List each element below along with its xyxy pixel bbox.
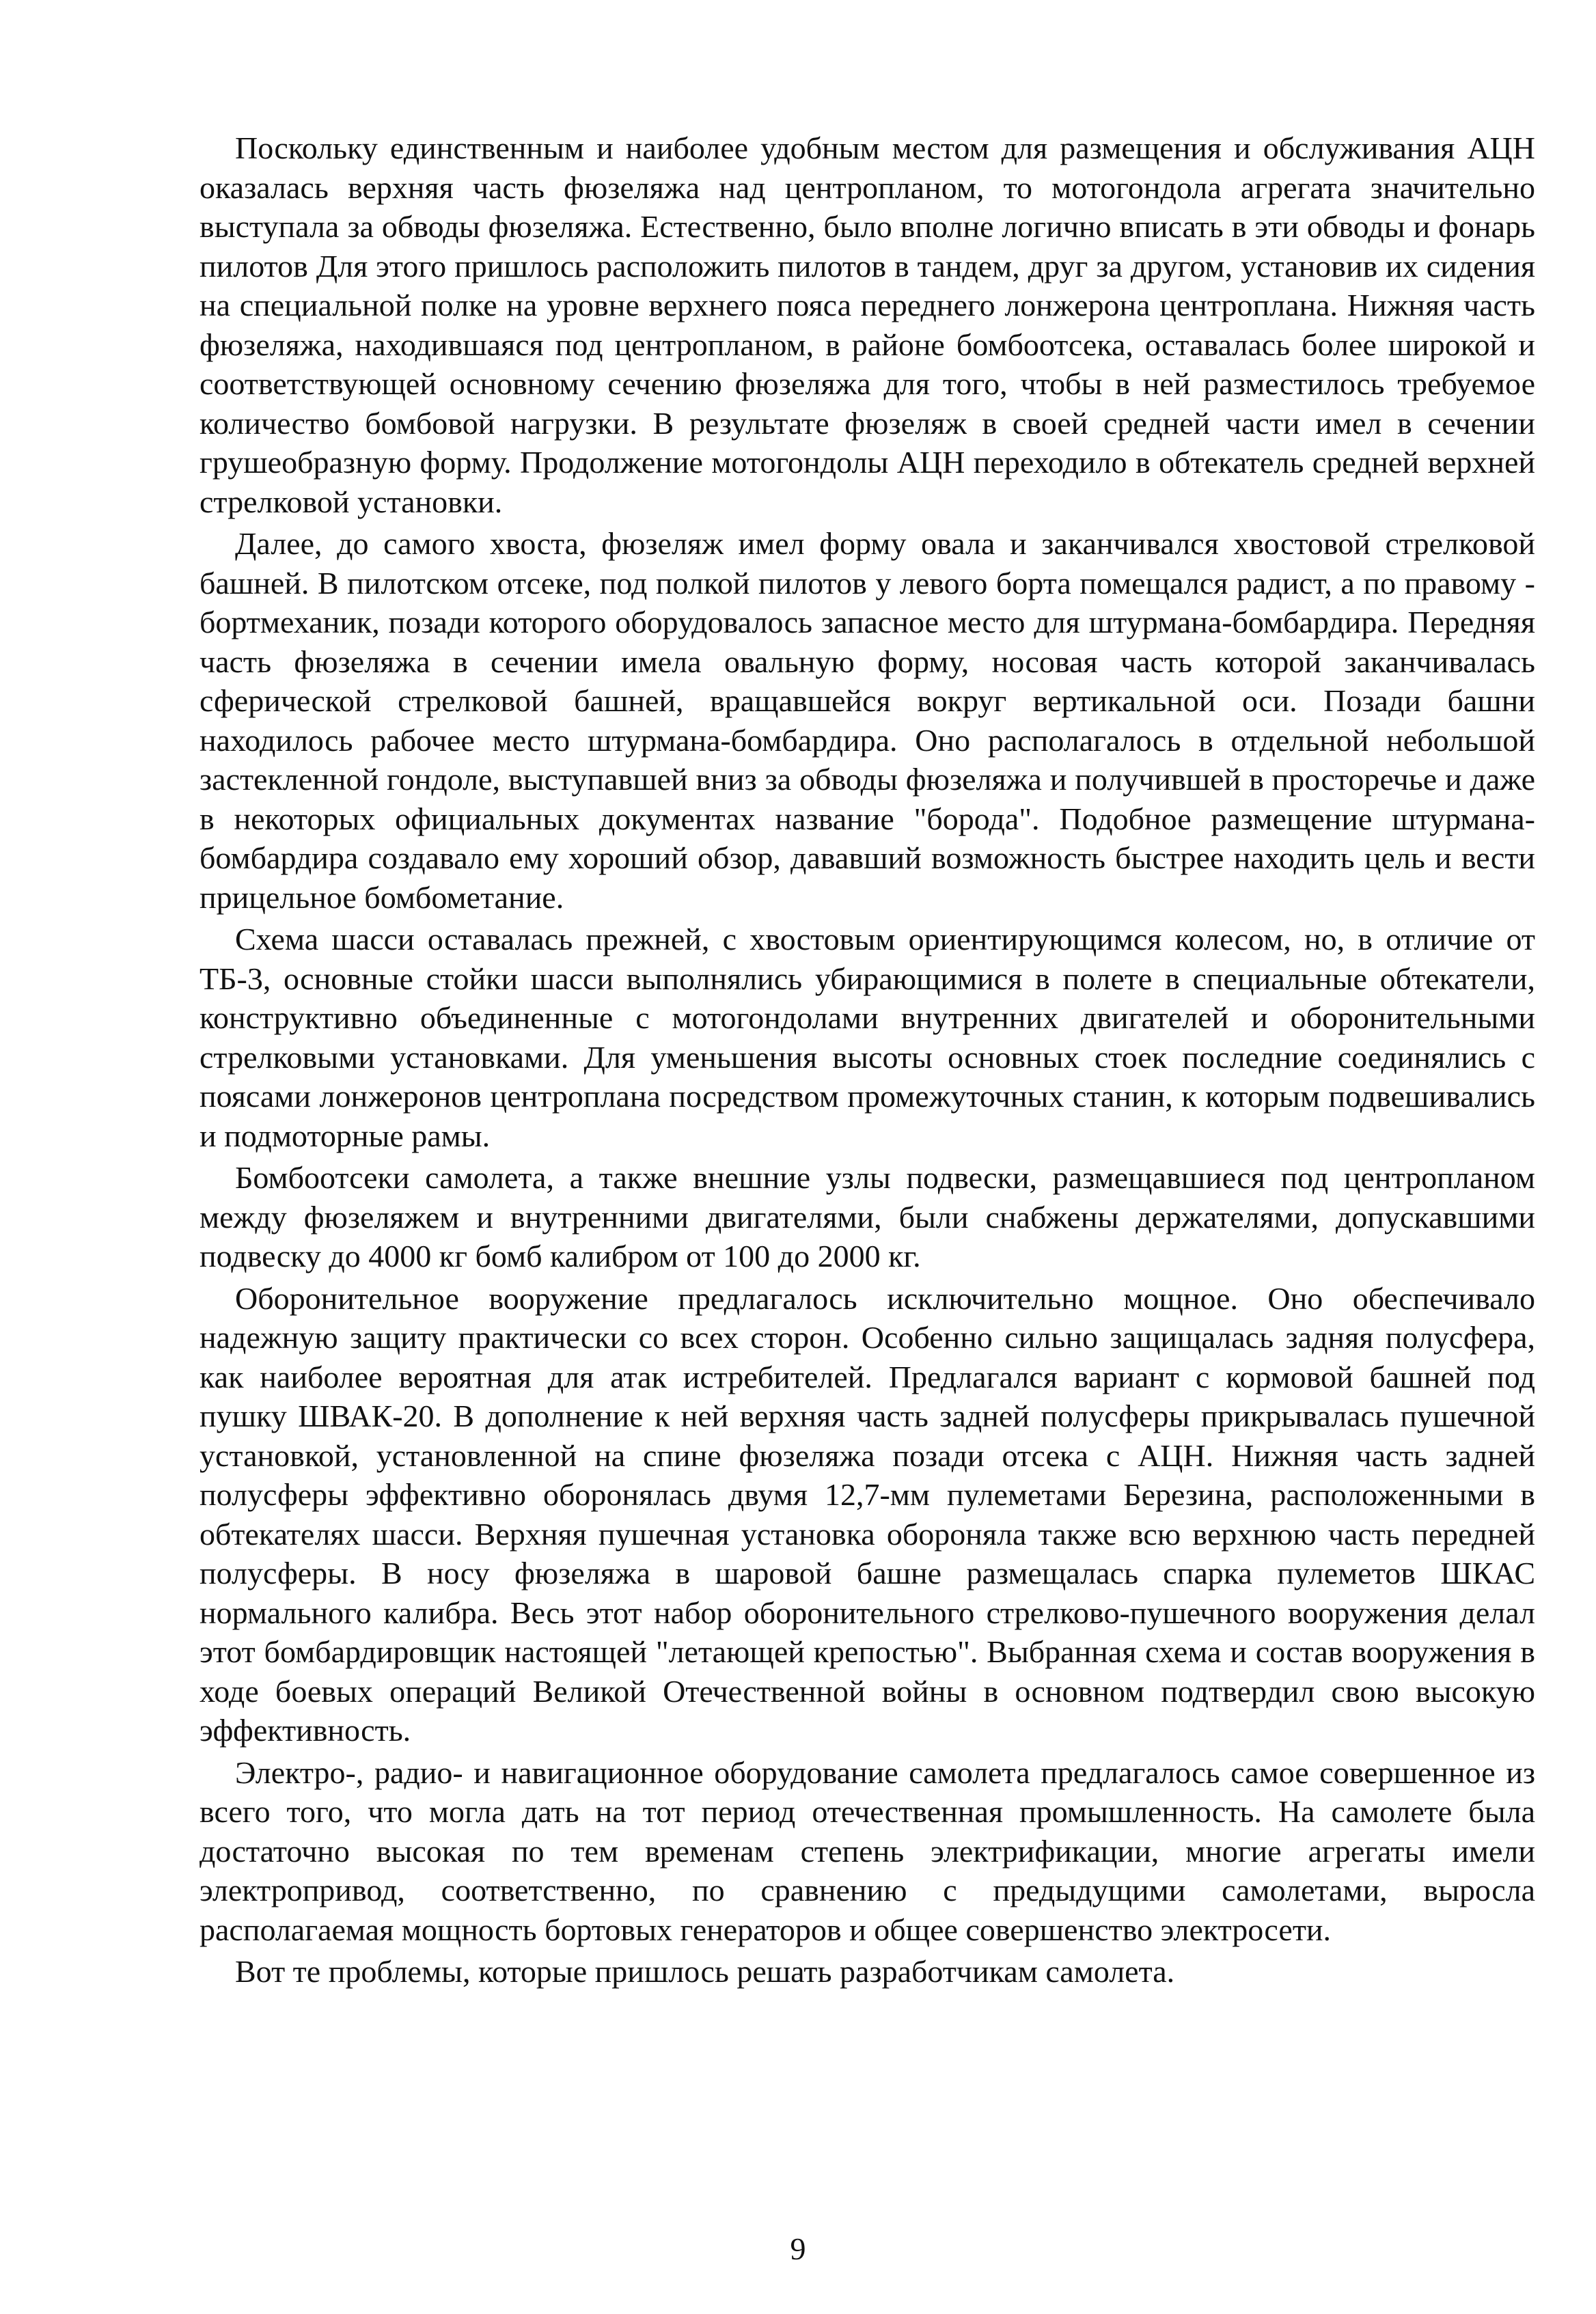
paragraph-3: Схема шасси оставалась прежней, с хвостовым ориентирующимся колесом, но, в отличие от ТБ-3, основные стойки шасси выполнялись убирающимися в полете в специальные обтекатели, конструктивно объединенные с мотогондолами внутренних двигателей и оборонительными стрелковыми установками. Для уменьшения высоты основных стоек последние соединялись с поясами лонжеронов центроплана посредством промежуточных станин, к которым подвешивались и подмоторные рамы.	[200, 922, 1535, 1153]
paragraph-6: Электро-, радио- и навигационное оборудование самолета предлагалось самое совершенное из всего того, что могла дать на тот период отечественная промышленность. На самолете была достаточно высокая по тем временам степень электрификации, многие агрегаты имели электропривод, соответственно, по сравнению с предыдущими самолетами, выросла располагаемая мощность бортовых генераторов и общее совершенство электросети.	[200, 1754, 1535, 1947]
paragraph-1: Поскольку единственным и наиболее удобным местом для размещения и обслуживания АЦН оказалась верхняя часть фюзеляжа над центропланом, то мотогондола агрегата значительно выступала за обводы фюзеляжа. Естественно, было вполне логично вписать в эти обводы и фонарь пилотов Для этого пришлось расположить пилотов в тандем, друг за другом, установив их сидения на специальной полке на уровне верхнего пояса переднего лонжерона центроплана. Нижняя часть фюзеляжа, находившаяся под центропланом, в районе бомбоотсека, оставалась более широкой и соответствующей основному сечению фюзеляжа для того, чтобы в ней разместилось требуемое количество бомбовой нагрузки. В результате фюзеляж в своей средней части имел в сечении грушеобразную форму. Продолжение мотогондолы АЦН переходило в обтекатель средней верхней стрелковой установки.	[200, 130, 1535, 519]
paragraph-5: Оборонительное вооружение предлагалось исключительно мощное. Оно обеспечивало надежную защиту практически со всех сторон. Особенно сильно защищалась задняя полусфера, как наиболее вероятная для атак истребителей. Предлагался вариант с кормовой башней под пушку ШВАК-20. В дополнение к ней верхняя часть задней полусферы прикрывалась пушечной установкой, установленной на спине фюзеляжа позади отсека с АЦН. Нижняя часть задней полусферы эффективно оборонялась двумя 12,7-мм пулеметами Березина, расположенными в обтекателях шасси. Верхняя пушечная установка обороняла также всю верхнюю часть передней полусферы. В носу фюзеляжа в шаровой башне размещалась спарка пулеметов ШКАС нормального калибра. Весь этот набор оборонительного стрелково-пушечного вооружения делал этот бомбардировщик настоящей "летающей крепостью". Выбранная схема и состав вооружения в ходе боевых операций Великой Отечественной войны в основном подтвердил свою высокую эффективность.	[200, 1280, 1535, 1748]
paragraph-2: Далее, до самого хвоста, фюзеляж имел форму овала и заканчивался хвостовой стрелковой башней. В пилотском отсеке, под полкой пилотов у левого борта помещался радист, а по правому - бортмеханик, позади которого оборудовалось запасное место для штурмана-бомбардира. Передняя часть фюзеляжа в сечении имела овальную форму, носовая часть которой заканчивалась сферической стрелковой башней, вращавшейся вокруг вертикальной оси. Позади башни находилось рабочее место штурмана-бомбардира. Оно располагалось в отдельной небольшой застекленной гондоле, выступавшей вниз за обводы фюзеляжа и получившей в просторечье и даже в некоторых официальных документах название "борода". Подобное размещение штурмана-бомбардира создавало ему хороший обзор, дававший возможность быстрее находить цель и вести прицельное бомбометание.	[200, 526, 1535, 915]
paragraph-4: Бомбоотсеки самолета, а также внешние узлы подвески, размещавшиеся под центропланом между фюзеляжем и внутренними двигателями, были снабжены держателями, допускавшими подвеску до 4000 кг бомб калибром от 100 до 2000 кг.	[200, 1160, 1535, 1273]
paragraph-7: Вот те проблемы, которые пришлось решать разработчикам самолета.	[235, 1954, 1175, 1989]
page-number: 9	[790, 2231, 806, 2266]
document-body	[200, 128, 1535, 1994]
